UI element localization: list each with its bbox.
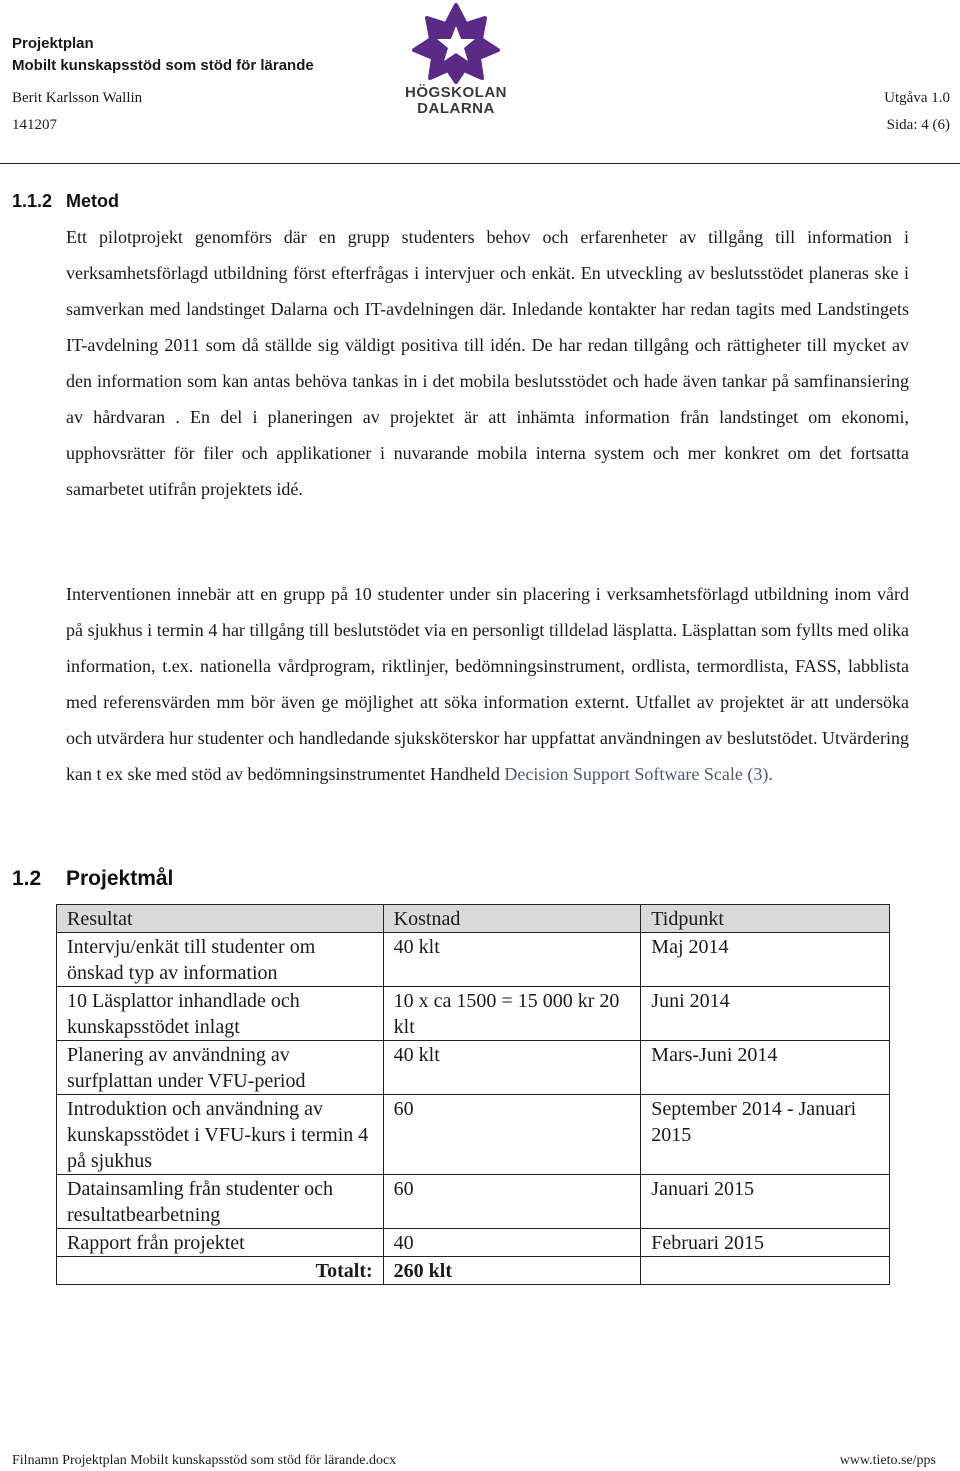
section-number: 1.1.2 [12, 191, 53, 211]
section-heading-projektmal [12, 867, 173, 891]
column-header-kostnad: Kostnad [383, 905, 641, 933]
header-title: Projektplan [12, 35, 94, 52]
header-divider [0, 163, 960, 164]
logo-text-hogskolan: HÖGSKOLAN [405, 84, 507, 101]
table-cell-kostnad: 60 [383, 1175, 641, 1229]
star-flower-logo-icon [394, 2, 518, 84]
paragraph-metod-1: Ett pilotprojekt genomförs där en grupp studenters behov och erfarenheter av tillgång till information i verksamhetsförlagd utbildning först efterfrågas i intervjuer och enkät. En utveckling av beslutsstödet planeras ske i samverkan med landstinget Dalarna och IT-avdelningen där. Inledande kontakter har redan tagits med Landstingets IT-avdelning 2011 som då ställde sig väldigt positiva till idén. De har redan tillgång och rättigheter till mycket av den information som kan antas behöva tankas in i det mobila beslutsstödet och hade även tankar på samfinansiering av hårdvaran . En del i planeringen av projektet är att inhämta information från landstinget om ekonomi, upphovsrätter för filer och applikationer i nuvarande mobila interna system och mer konkret om det fortsatta samarbetet utifrån projektets idé. [66, 227, 909, 499]
table-cell-kostnad: 40 klt [383, 1041, 641, 1095]
paragraph-text: Interventionen innebär att en grupp på 10 studenter under sin placering i verksamhetsförlagd utbildning inom vård på sjukhus i termin 4 har tillgång till beslutstödet via en personligt tilldelad läsplatta. Läsplattan som fyllts med olika information, t.ex. nationella vårdprogram, riktlinjer, bedömningsinstrument, ordlista, termordlista, FASS, labblista med referensvärden mm bör även ge möjlighet att söka information externt. Utfallet av projektet är att undersöka och utvärdera hur studenter och handledande sjuksköterskor har uppfattat användningen av beslutstödet. Utvärdering kan t ex ske med stöd av bedömningsinstrumentet Handheld [66, 584, 909, 784]
header-version: Utgåva 1.0 [884, 90, 950, 106]
table-row [57, 1041, 890, 1095]
total-value: 260 klt [383, 1257, 641, 1285]
table-cell-kostnad: 40 [383, 1229, 641, 1257]
table-row [57, 1229, 890, 1257]
section-heading-metod [12, 191, 119, 212]
total-label: Totalt: [57, 1257, 384, 1285]
table-cell-empty [641, 1257, 890, 1285]
table-cell-resultat: Planering av användning av surfplattan under VFU-period [57, 1041, 384, 1095]
table-cell-kostnad: 10 x ca 1500 = 15 000 kr 20 klt [383, 987, 641, 1041]
table-cell-resultat: Introduktion och användning av kunskapsstödet i VFU-kurs i termin 4 på sjukhus [57, 1095, 384, 1175]
table-cell-tidpunkt: Juni 2014 [641, 987, 890, 1041]
section-number: 1.2 [12, 867, 42, 890]
footer-url[interactable]: www.tieto.se/pps [839, 1453, 936, 1468]
table-cell-tidpunkt: September 2014 - Januari 2015 [641, 1095, 890, 1175]
table-cell-kostnad: 60 [383, 1095, 641, 1175]
header-date: 141207 [12, 117, 57, 133]
header-author: Berit Karlsson Wallin [12, 90, 143, 106]
table-row [57, 987, 890, 1041]
table-total-row [57, 1257, 890, 1285]
section-title: Metod [66, 191, 119, 211]
logo-text-dalarna: DALARNA [417, 100, 495, 117]
table-cell-tidpunkt: Maj 2014 [641, 933, 890, 987]
column-header-tidpunkt: Tidpunkt [641, 905, 890, 933]
table-cell-kostnad: 40 klt [383, 933, 641, 987]
header-subtitle: Mobilt kunskapsstöd som stöd för lärande [12, 57, 314, 74]
column-header-resultat: Resultat [57, 905, 384, 933]
table-cell-resultat: Rapport från projektet [57, 1229, 384, 1257]
footer-filename: Filnamn Projektplan Mobilt kunskapsstöd som stöd för lärande.docx [12, 1453, 397, 1468]
table-cell-resultat: Intervju/enkät till studenter om önskad typ av information [57, 933, 384, 987]
table-cell-resultat: 10 Läsplattor inhandlade och kunskapsstödet inlagt [57, 987, 384, 1041]
paragraph-metod-2 [66, 576, 909, 792]
table-row [57, 933, 890, 987]
hogskolan-dalarna-logo [394, 2, 518, 117]
table-row [57, 1095, 890, 1175]
table-cell-resultat: Datainsamling från studenter och resultatbearbetning [57, 1175, 384, 1229]
project-goals-table [56, 904, 890, 1285]
table-row [57, 1175, 890, 1229]
section-title: Projektmål [66, 867, 174, 890]
reference-link[interactable]: Decision Support Software Scale (3). [504, 764, 773, 784]
table-cell-tidpunkt: Januari 2015 [641, 1175, 890, 1229]
table-header-row [57, 905, 890, 933]
header-page-number: Sida: 4 (6) [886, 117, 950, 133]
table-cell-tidpunkt: Februari 2015 [641, 1229, 890, 1257]
table-cell-tidpunkt: Mars-Juni 2014 [641, 1041, 890, 1095]
